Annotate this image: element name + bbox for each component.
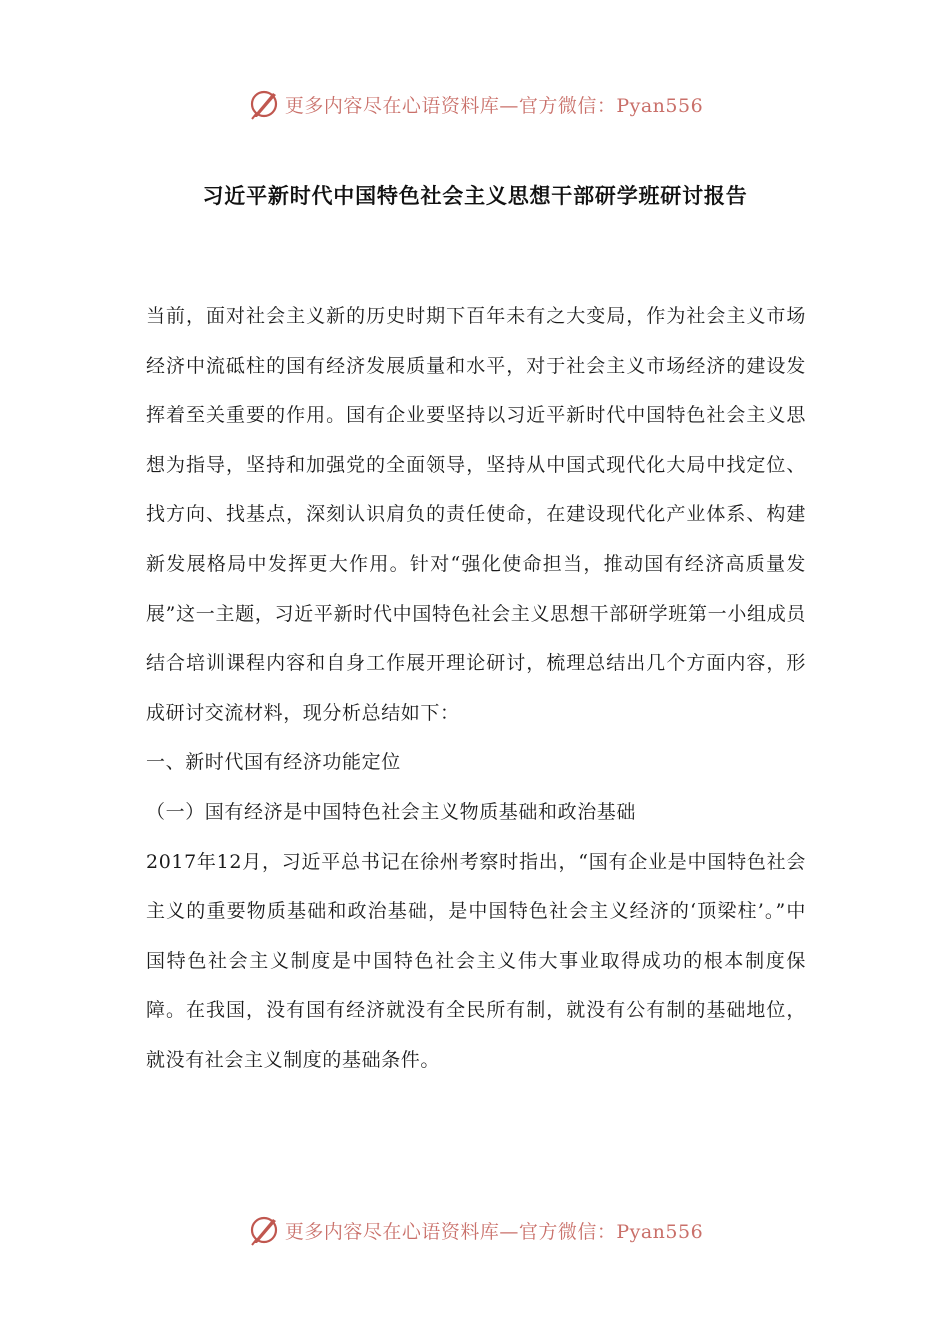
section-heading: 一、新时代国有经济功能定位 — [146, 751, 401, 774]
subsection-heading: （一）国有经济是中国特色社会主义物质基础和政治基础 — [146, 800, 637, 823]
watermark-footer — [0, 1210, 950, 1250]
document-body — [146, 292, 806, 1086]
quill-pen-icon — [247, 1213, 281, 1247]
paragraph: 当前，面对社会主义新的历史时期下百年未有之大变局，作为社会主义市场经济中流砥柱的国有经济发展质量和水平，对于社会主义市场经济的建设发挥着至关重要的作用。国有企业要坚持以习近平新时代中国特色社会主义思想为指导，坚持和加强党的全面领导，坚持从中国式现代化大局中找定位、找方向、找基点，深刻认识肩负的责任使命，在建设现代化产业体系、构建新发展格局中发挥更大作用。针对“强化使命担当，推动国有经济高质量发展”这一主题，习近平新时代中国特色社会主义思想干部研学班第一小组成员结合培训课程内容和自身工作展开理论研讨，梳理总结出几个方面内容，形成研讨交流材料，现分析总结如下： — [146, 305, 806, 724]
paragraph: 2017年12月，习近平总书记在徐州考察时指出，“国有企业是中国特色社会主义的重要物质基础和政治基础，是中国特色社会主义经济的‘顶梁柱’。”中国特色社会主义制度是中国特色社会主义伟大事业取得成功的根本制度保障。在我国，没有国有经济就没有全民所有制，就没有公有制的基础地位，就没有社会主义制度的基础条件。 — [146, 850, 806, 1071]
quill-pen-icon — [247, 87, 281, 121]
watermark-text: 更多内容尽在心语资料库—官方微信：Pyan556 — [284, 94, 704, 117]
watermark-header — [0, 84, 950, 124]
document-title: 习近平新时代中国特色社会主义思想干部研学班研讨报告 — [202, 184, 748, 208]
watermark-text: 更多内容尽在心语资料库—官方微信：Pyan556 — [284, 1220, 704, 1243]
